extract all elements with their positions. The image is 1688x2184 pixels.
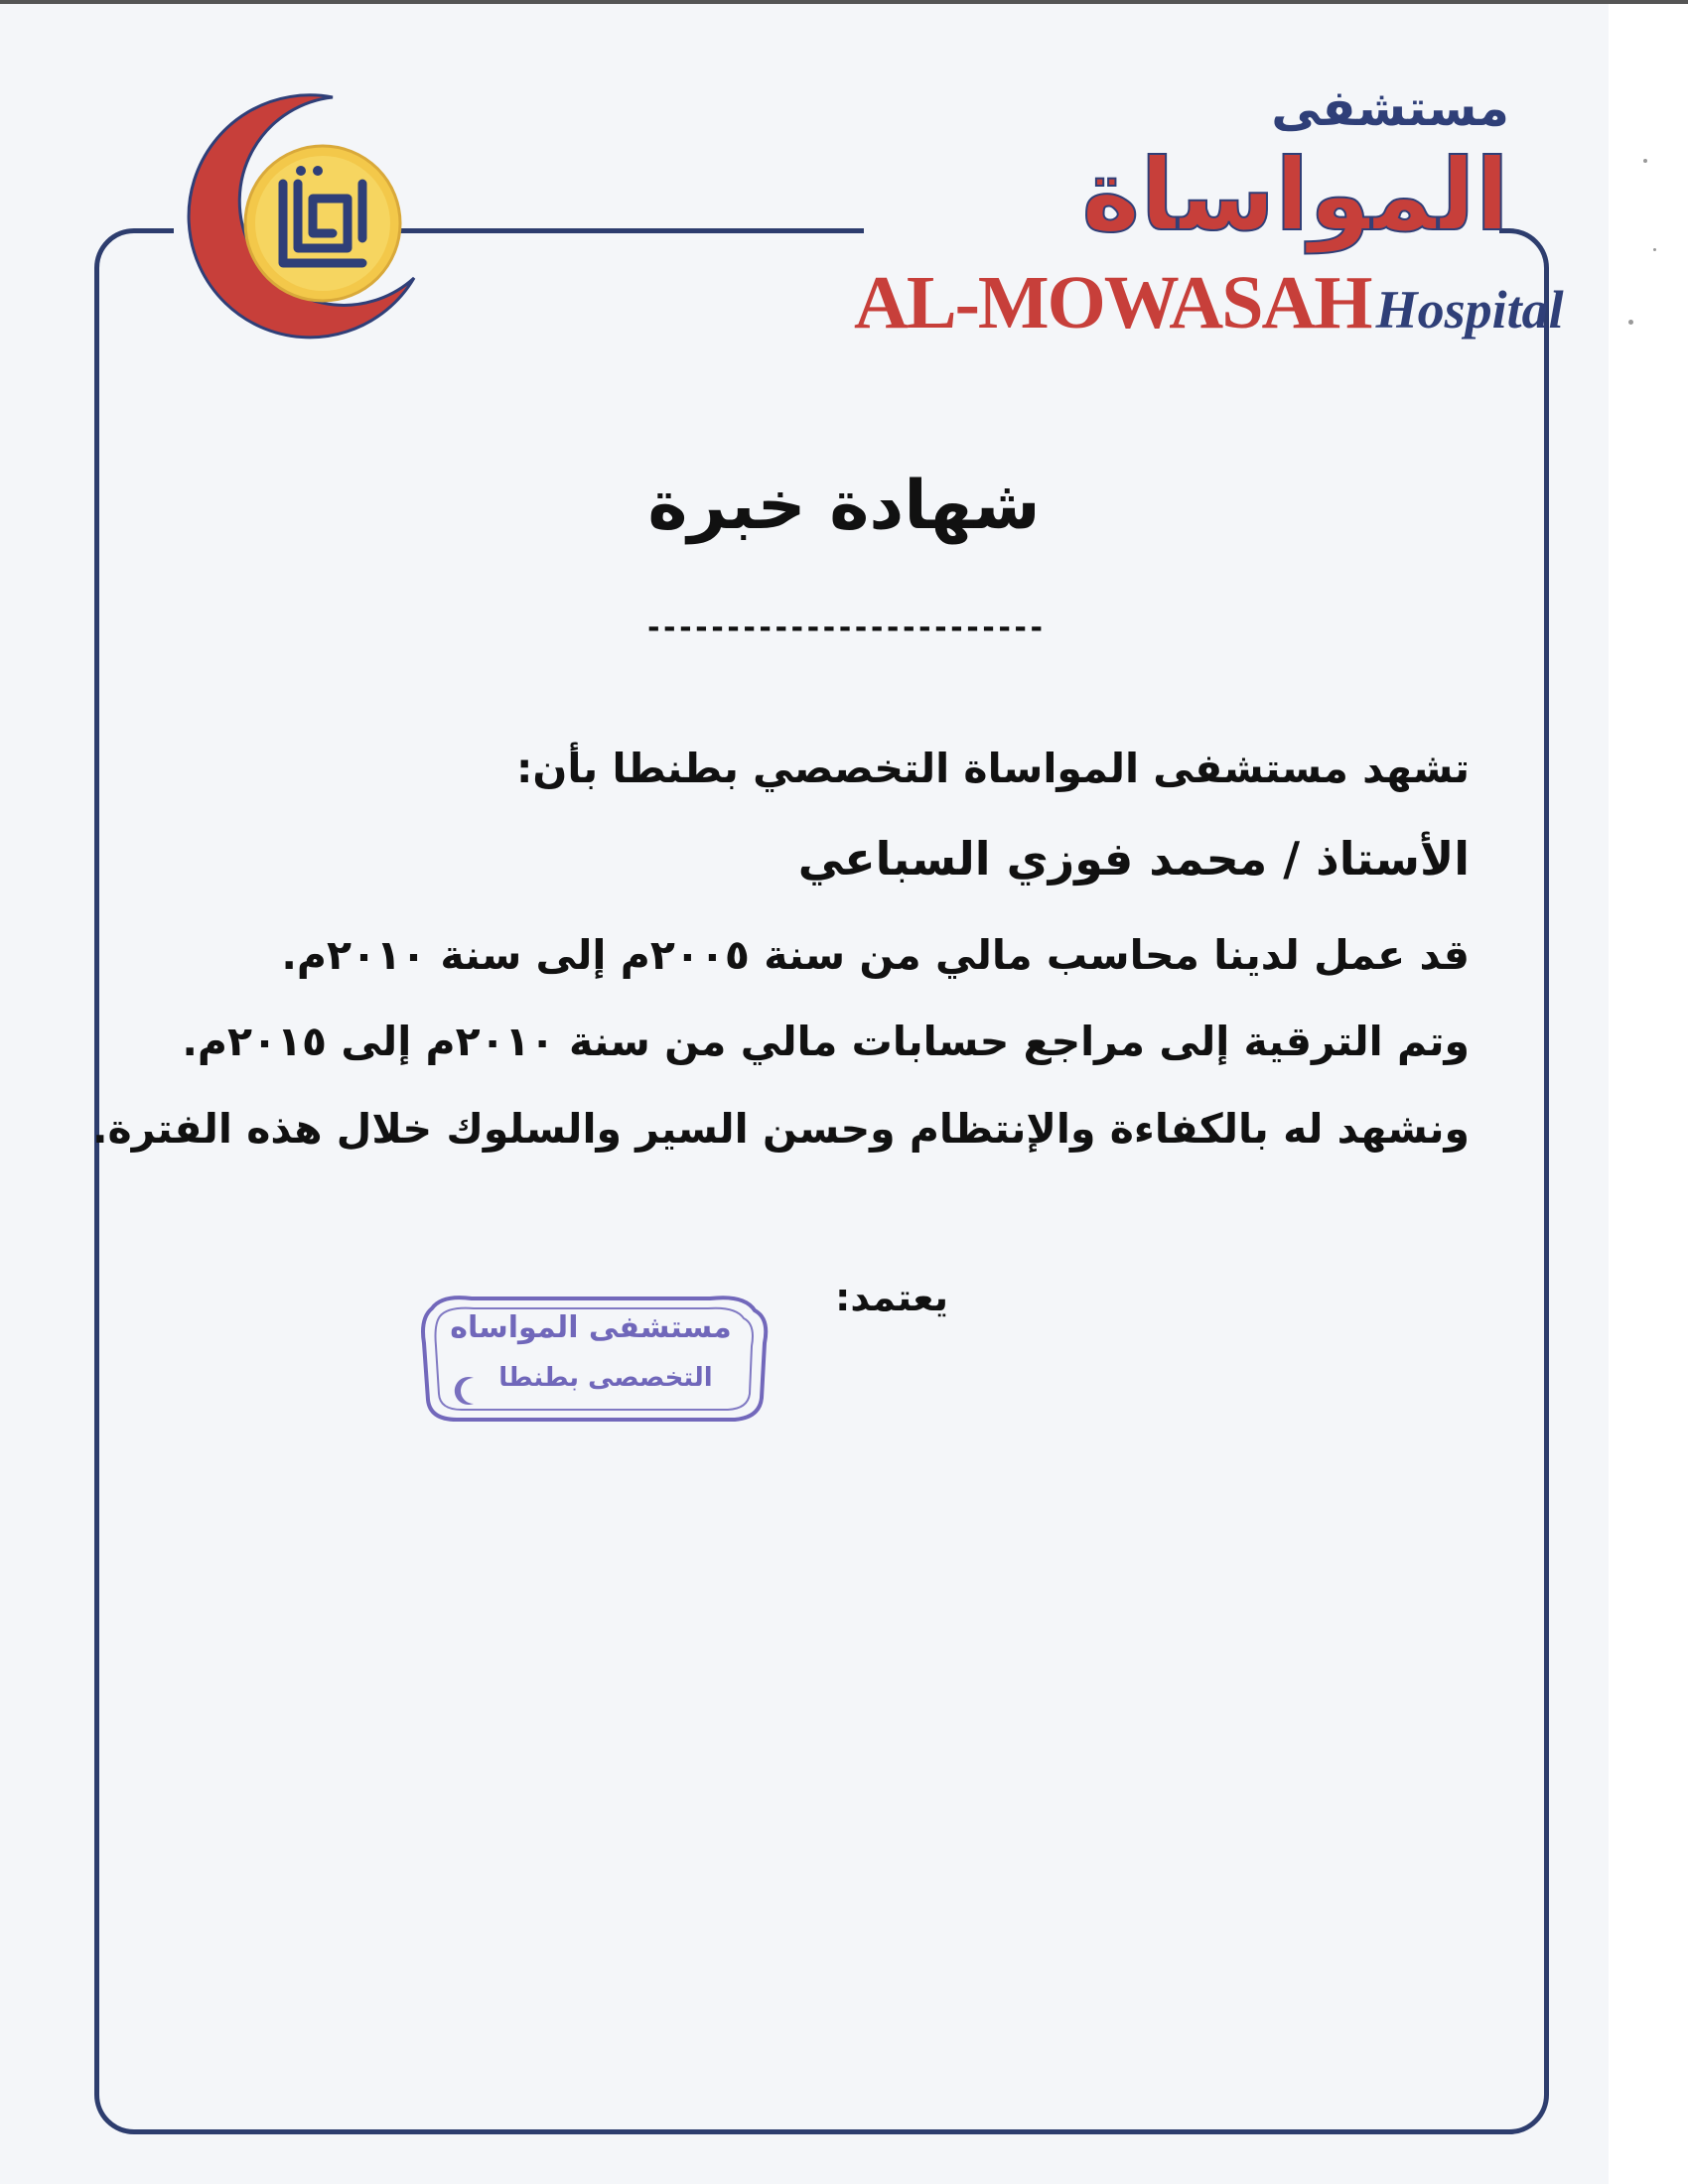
approval-label: يعتمد:: [835, 1276, 948, 1319]
certificate-line: قد عمل لدينا محاسب مالي من سنة ٢٠٠٥م إلى سنة ٢٠١٠م.: [281, 931, 1470, 979]
scan-speck: [1643, 159, 1647, 163]
employee-name-line: الأستاذ / محمد فوزي السباعي: [797, 832, 1470, 886]
hospital-prefix-arabic: مستشفى: [1271, 79, 1509, 137]
hospital-name-arabic: [874, 79, 1509, 253]
document-title: شهادة خبرة: [647, 467, 1041, 545]
certificate-line: وتم الترقية إلى مراجع حسابات مالي من سنة ٢٠١٠م إلى ٢٠١٥م.: [182, 1018, 1470, 1065]
stamp-text: التخصصى بطنطا: [498, 1363, 713, 1393]
scan-speck: [1628, 320, 1633, 325]
hospital-stamp: [412, 1289, 774, 1428]
hospital-name-english: [854, 260, 1564, 349]
hospital-title-arabic: المواساة: [1081, 137, 1509, 253]
hospital-word-english: Hospital: [1375, 280, 1564, 340]
stamp-text: مستشفى المواساه: [450, 1310, 732, 1345]
scan-speck: [1653, 248, 1656, 251]
certificate-line: تشهد مستشفى المواساة التخصصي بطنطا بأن:: [516, 745, 1470, 792]
title-divider: -------------------------: [644, 611, 1044, 645]
scan-edge-line: [0, 0, 1688, 4]
certificate-line: ونشهد له بالكفاءة والإنتظام وحسن السير والسلوك خلال هذه الفترة.: [91, 1105, 1470, 1153]
hospital-title-english: AL-MOWASAH: [854, 261, 1371, 344]
crescent-emblem-icon: [184, 89, 442, 347]
scan-margin: [1609, 0, 1688, 2184]
